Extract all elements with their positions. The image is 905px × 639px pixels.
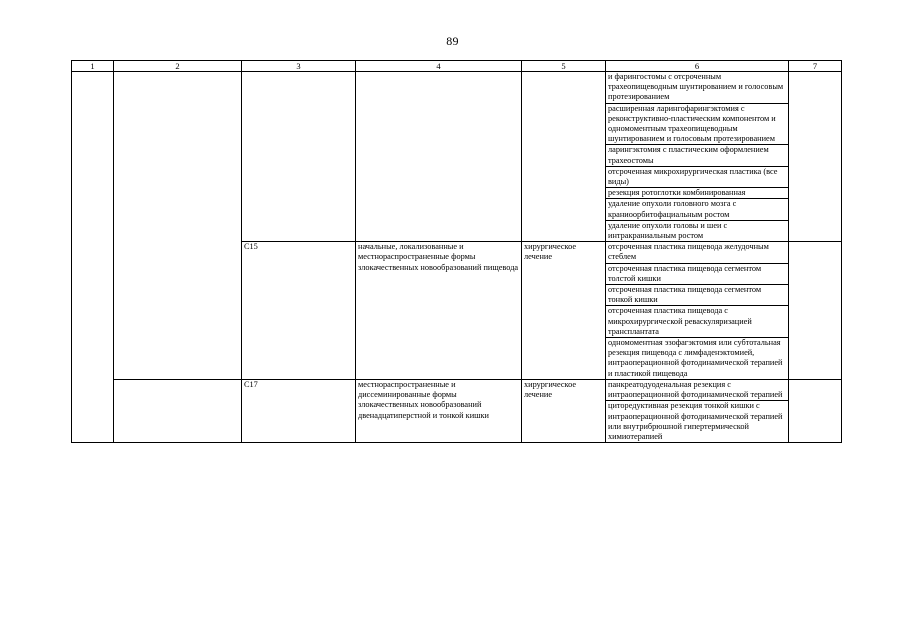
procedure-cell: панкреатодуоденальная резекция с интраоперационной фотодинамической терапией xyxy=(606,379,789,400)
procedure-cell: и фарингостомы с отсроченным трахеопищеводным шунтированием и голосовым протезированием xyxy=(606,72,789,104)
column-header-6: 6 xyxy=(606,61,789,72)
column-1-cell xyxy=(72,72,114,443)
code-cell: C15 xyxy=(242,242,356,380)
column-7-cell xyxy=(789,242,842,380)
column-header-7: 7 xyxy=(789,61,842,72)
procedure-cell: ларингэктомия с пластическим оформлением трахеостомы xyxy=(606,145,789,166)
procedure-cell: расширенная ларингофарингэктомия с реконструктивно-пластическим компонентом и одномоментным трахеопищеводным шунтированием и голосовым протезированием xyxy=(606,103,789,145)
column-header-4: 4 xyxy=(356,61,522,72)
procedure-cell: одномоментная эзофагэктомия или субтотальная резекция пищевода с лимфаденэктомией, интраоперационной фотодинамической терапией и пластикой пищевода xyxy=(606,338,789,380)
column-header-2: 2 xyxy=(114,61,242,72)
procedure-cell: резекция ротоглотки комбинированная xyxy=(606,188,789,199)
description-cell: местнораспространенные и диссеминированные формы злокачественных новообразований двенадцатиперстной и тонкой кишки xyxy=(356,379,522,442)
column-7-cell xyxy=(789,379,842,442)
column-header-1: 1 xyxy=(72,61,114,72)
column-7-cell xyxy=(789,72,842,242)
procedure-cell: отсроченная пластика пищевода с микрохирургической реваскуляризацией трансплантата xyxy=(606,306,789,338)
table-row xyxy=(72,379,842,400)
column-header-3: 3 xyxy=(242,61,356,72)
treatment-cell: хирургическое лечение xyxy=(522,379,606,442)
column-header-5: 5 xyxy=(522,61,606,72)
procedure-cell: отсроченная пластика пищевода сегментом тонкой кишки xyxy=(606,285,789,306)
treatment-cell xyxy=(522,72,606,242)
procedure-cell: отсроченная пластика пищевода желудочным стеблем xyxy=(606,242,789,263)
page-number: 89 xyxy=(446,34,459,48)
description-cell xyxy=(356,72,522,242)
code-cell xyxy=(242,72,356,242)
procedure-cell: удаление опухоли головы и шеи с интракраниальным ростом xyxy=(606,220,789,241)
procedure-cell: отсроченная пластика пищевода сегментом толстой кишки xyxy=(606,263,789,284)
table-row xyxy=(72,72,842,104)
procedure-cell: отсроченная микрохирургическая пластика (все виды) xyxy=(606,166,789,187)
procedure-cell: циторедуктивная резекция тонкой кишки с интраоперационной фотодинамической терапией или внутрибрюшной гипертермической химиотерапией xyxy=(606,401,789,443)
description-cell: начальные, локализованные и местнораспространенные формы злокачественных новообразований пищевода xyxy=(356,242,522,380)
column-2-cell xyxy=(114,379,242,442)
procedure-cell: удаление опухоли головного мозга с краниоорбитофациальным ростом xyxy=(606,199,789,220)
treatment-cell: хирургическое лечение xyxy=(522,242,606,380)
procedures-table xyxy=(71,60,842,443)
header-row xyxy=(72,61,842,72)
code-cell: C17 xyxy=(242,379,356,442)
column-2-cell xyxy=(114,72,242,380)
